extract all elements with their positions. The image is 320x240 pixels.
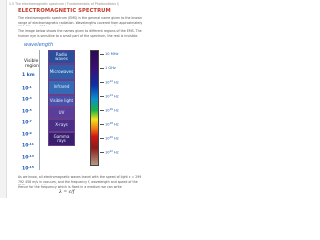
frequency-label: $10^{22}$ Hz: [105, 150, 119, 155]
spectrum-gradient-bar: [90, 50, 99, 166]
wavelength-tick-label: $10^{-11}$: [22, 142, 34, 149]
relation-text: Hence for the frequency which is fixed in a medium we can write: [18, 185, 122, 189]
second-paragraph: The image below shows the names given to different regions of the EMS. The human eye is sensitive to a small part of the spectrum, the rest is invisible.: [18, 29, 142, 38]
frequency-tick: [100, 152, 104, 153]
frequency-tick: [100, 96, 104, 97]
sidebar-strip: [0, 0, 7, 198]
wavelength-tick-label: $10^{-5}$: [22, 107, 32, 114]
frequency-label: $10^{16}$ Hz: [105, 108, 119, 113]
wavelength-tick-label: $10^{-3}$: [22, 96, 32, 103]
band-box: X-rays: [48, 119, 75, 132]
breadcrumb[interactable]: 1.5 The electromagnetic spectrum / Fundamentals of Photovoltaics §: [9, 2, 119, 6]
wavelength-tick-label: $10^{-15}$: [22, 165, 34, 172]
wavelength-tick-label: 1 km: [22, 73, 35, 78]
wavelength-formula: λ = c/f: [59, 190, 75, 195]
frequency-tick: [100, 110, 104, 111]
frequency-label: 10 MHz: [105, 52, 119, 56]
section-title: ELECTROMAGNETIC SPECTRUM: [18, 8, 111, 14]
frequency-tick: [100, 82, 104, 83]
band-box: Microwaves: [48, 64, 75, 80]
frequency-tick: [100, 68, 104, 69]
region-label-line1: Visible: [24, 59, 39, 64]
band-box: Visible light: [48, 95, 75, 107]
frequency-tick: [100, 124, 104, 125]
wavelength-tick-label: $10^{-9}$: [22, 130, 32, 137]
wavelength-tick-label: $10^{-7}$: [22, 119, 32, 126]
frequency-label: $10^{20}$ Hz: [105, 136, 119, 141]
band-box: Gamma rays: [48, 132, 75, 146]
wavelength-axis-label: wavelength: [24, 42, 54, 48]
frequency-tick: [100, 138, 104, 139]
band-box: UV: [48, 107, 75, 119]
frequency-label: $10^{14}$ Hz: [105, 94, 119, 99]
frequency-label: 1 GHz: [105, 66, 116, 70]
band-box: Radio waves: [48, 50, 75, 64]
intro-paragraph: The electromagnetic spectrum (EMS) is the general name given to the known range of electromagnetic radiation. Wavelengths covered from approximately: [18, 16, 143, 25]
region-label-line2: region: [25, 64, 39, 69]
wavelength-ruler: [39, 50, 40, 170]
wavelength-tick-label: $10^{-13}$: [22, 153, 34, 160]
wavelength-tick-label: $10^{-1}$: [22, 84, 32, 91]
frequency-tick: [100, 54, 104, 55]
bottom-paragraph: As we know, all electromagnetic waves travel with the speed of light c = 299 792 458 m/s in vacuum, and the frequency f, wavelength and speed of the: [18, 175, 142, 184]
frequency-label: $10^{12}$ Hz: [105, 80, 119, 85]
band-box: Infrared: [48, 80, 75, 95]
frequency-label: $10^{18}$ Hz: [105, 122, 119, 127]
